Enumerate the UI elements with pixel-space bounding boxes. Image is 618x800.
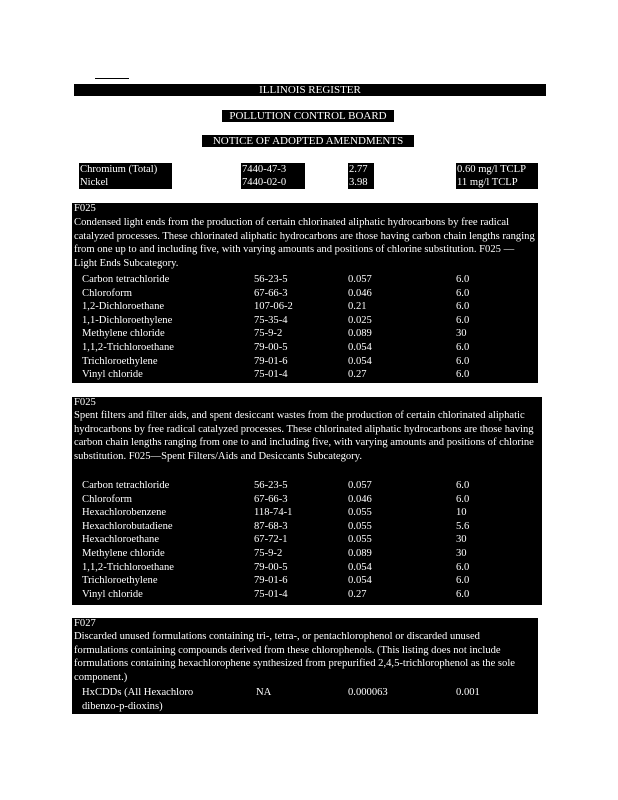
table-cell: 5.6 <box>456 520 470 532</box>
table-cell: 30 <box>456 548 467 559</box>
table-row <box>72 273 538 287</box>
table-cell: Carbon tetrachloride <box>82 274 170 285</box>
table-cell: 56-23-5 <box>254 274 288 285</box>
table-cell: 0.054 <box>348 561 372 573</box>
table-cell: POLLUTION CONTROL BOARD <box>229 110 387 122</box>
table-row <box>72 493 542 507</box>
table-cell: dibenzo-p-dioxins) <box>82 700 163 712</box>
table-cell: 0.046 <box>348 287 372 299</box>
table-row <box>72 506 542 520</box>
table-row <box>72 314 538 328</box>
table-cell: 0.089 <box>348 548 372 559</box>
table-cell: 0.054 <box>348 355 372 367</box>
table-cell: 6.0 <box>456 588 470 600</box>
table-row <box>72 368 538 382</box>
table-row <box>72 520 542 534</box>
table-cell: 0.046 <box>348 493 372 505</box>
register-header-bar <box>74 84 546 96</box>
constituent-table <box>72 273 538 383</box>
table-row <box>72 341 538 355</box>
table-cell: 10 <box>456 507 467 519</box>
waste-description: Spent filters and filter aids, and spent desiccant wastes from the production of certain chlorinated aliphatic hydrocarbons by free radical catalyzed processes. These chlorinated aliphatic hydrocarbons are those having carbon chain lengths ranging from one to and including five, with varying amounts and positions of chlorine substitution. F025—Spent Filters/Aids and Desiccants Subcategory. <box>74 410 534 462</box>
table-cell: 75-01-4 <box>254 369 288 381</box>
table-cell: Chloroform <box>82 493 133 505</box>
table-cell: 118-74-1 <box>254 507 293 519</box>
table-cell: 87-68-3 <box>254 520 288 532</box>
table-cell: 0.055 <box>348 507 372 519</box>
waste-description: Discarded unused formulations containing tri-, tetra-, or pentachlorophenol or discarded unused formulations containing compounds derived from these chlorophenols. (This listing does not include formulations containing hexachlorophene synthesized from prepurified 2,4,5-trichlorophenol as the sole component.) <box>74 631 515 683</box>
table-row <box>0 176 618 190</box>
table-cell: 6.0 <box>456 342 470 353</box>
table-row <box>72 287 538 301</box>
table-cell: 0.057 <box>348 274 372 285</box>
table-cell: 6.0 <box>456 287 470 299</box>
table-cell: 0.055 <box>348 534 372 546</box>
waste-code: F025 <box>74 203 96 214</box>
table-cell: Carbon tetrachloride <box>82 480 170 491</box>
table-cell: 0.001 <box>456 687 480 698</box>
f027-section <box>72 618 538 714</box>
waste-code: F025 <box>74 397 96 408</box>
table-row <box>72 561 542 575</box>
table-cell: 1,2-Dichloroethane <box>82 301 165 313</box>
table-row <box>72 574 542 588</box>
table-cell: 6.0 <box>456 575 470 587</box>
table-row <box>72 327 538 341</box>
table-cell: 0.025 <box>348 314 372 326</box>
table-cell: 6.0 <box>456 561 470 573</box>
table-cell: 67-66-3 <box>254 287 288 299</box>
table-cell: 67-66-3 <box>254 493 288 505</box>
table-cell: Chloroform <box>82 287 133 299</box>
table-cell: Vinyl chloride <box>82 588 143 600</box>
constituent-table <box>72 479 542 603</box>
table-row <box>0 163 618 177</box>
constituent-table <box>72 686 538 714</box>
table-cell: 30 <box>456 534 467 546</box>
table-cell: NA <box>256 687 272 698</box>
table-cell: 1,1,2-Trichloroethane <box>82 342 174 353</box>
table-cell: 0.27 <box>348 369 367 381</box>
table-cell: 1,1-Dichloroethylene <box>82 314 173 326</box>
table-cell: 6.0 <box>456 301 470 313</box>
table-row <box>72 686 538 714</box>
table-cell: 0.054 <box>348 575 372 587</box>
top-table <box>0 163 618 191</box>
table-cell: 2.77 <box>349 164 368 175</box>
table-cell: 6.0 <box>456 355 470 367</box>
table-row <box>72 547 542 561</box>
table-cell: 6.0 <box>456 314 470 326</box>
f025-light-ends-section <box>72 203 538 383</box>
table-cell: Hexachloroethane <box>82 534 160 546</box>
notice-header <box>202 135 414 147</box>
table-cell: HxCDDs (All Hexachloro <box>82 687 194 698</box>
table-cell: 67-72-1 <box>254 534 288 546</box>
table-cell: NOTICE OF ADOPTED AMENDMENTS <box>212 135 404 147</box>
table-row <box>72 300 538 314</box>
table-cell: 0.054 <box>348 342 372 353</box>
table-cell: 0.057 <box>348 480 372 491</box>
table-cell: 75-01-4 <box>254 588 288 600</box>
table-cell: 6.0 <box>456 480 470 491</box>
table-cell: Methylene chloride <box>82 328 165 340</box>
table-cell: Vinyl chloride <box>82 369 143 381</box>
table-row <box>72 533 542 547</box>
table-cell: 75-9-2 <box>254 548 283 559</box>
table-cell: Chromium (Total) <box>80 164 158 175</box>
table-cell: 1,1,2-Trichloroethane <box>82 561 174 573</box>
table-cell: 56-23-5 <box>254 480 288 491</box>
table-cell: 6.0 <box>456 274 470 285</box>
table-cell: 79-00-5 <box>254 561 288 573</box>
table-cell: Hexachlorobenzene <box>82 507 167 519</box>
table-cell: Hexachlorobutadiene <box>82 520 173 532</box>
f025-spent-filters-section <box>72 397 542 605</box>
table-cell: Methylene chloride <box>82 548 165 559</box>
table-cell: 11 mg/l TCLP <box>457 177 518 188</box>
table-cell: 0.27 <box>348 588 367 600</box>
table-row <box>72 479 542 493</box>
table-cell: 0.089 <box>348 328 372 340</box>
register-title: ILLINOIS REGISTER <box>259 84 361 96</box>
waste-description: Condensed light ends from the production of certain chlorinated aliphatic hydrocarbons by free radical catalyzed processes. These chlorinated aliphatic hydrocarbons are those having carbon chain lengths ranging from one up to and including five, with varying amounts and positions of chlorine substitution. F025 — Light Ends Subcategory. <box>74 217 535 269</box>
waste-code: F027 <box>74 618 96 629</box>
board-header <box>222 110 394 122</box>
table-cell: 0.000063 <box>348 687 388 698</box>
table-cell: 79-01-6 <box>254 575 288 587</box>
table-cell: 107-06-2 <box>254 301 293 313</box>
table-cell: Trichloroethylene <box>82 575 158 587</box>
corner-mark <box>95 78 129 79</box>
table-cell: 6.0 <box>456 369 470 381</box>
table-cell: 30 <box>456 328 467 340</box>
table-cell: 0.055 <box>348 520 372 532</box>
table-cell: 7440-47-3 <box>242 164 287 175</box>
table-cell: 0.21 <box>348 301 367 313</box>
table-cell: 79-00-5 <box>254 342 288 353</box>
table-cell: 7440-02-0 <box>242 177 287 188</box>
table-cell: 6.0 <box>456 493 470 505</box>
table-cell: 3.98 <box>349 177 368 188</box>
table-cell: 75-9-2 <box>254 328 283 340</box>
table-row <box>72 355 538 369</box>
table-cell: Trichloroethylene <box>82 355 158 367</box>
table-cell: 75-35-4 <box>254 314 288 326</box>
table-cell: 79-01-6 <box>254 355 288 367</box>
table-row <box>72 588 542 602</box>
table-cell: Nickel <box>80 177 109 188</box>
table-cell: 0.60 mg/l TCLP <box>457 164 526 175</box>
